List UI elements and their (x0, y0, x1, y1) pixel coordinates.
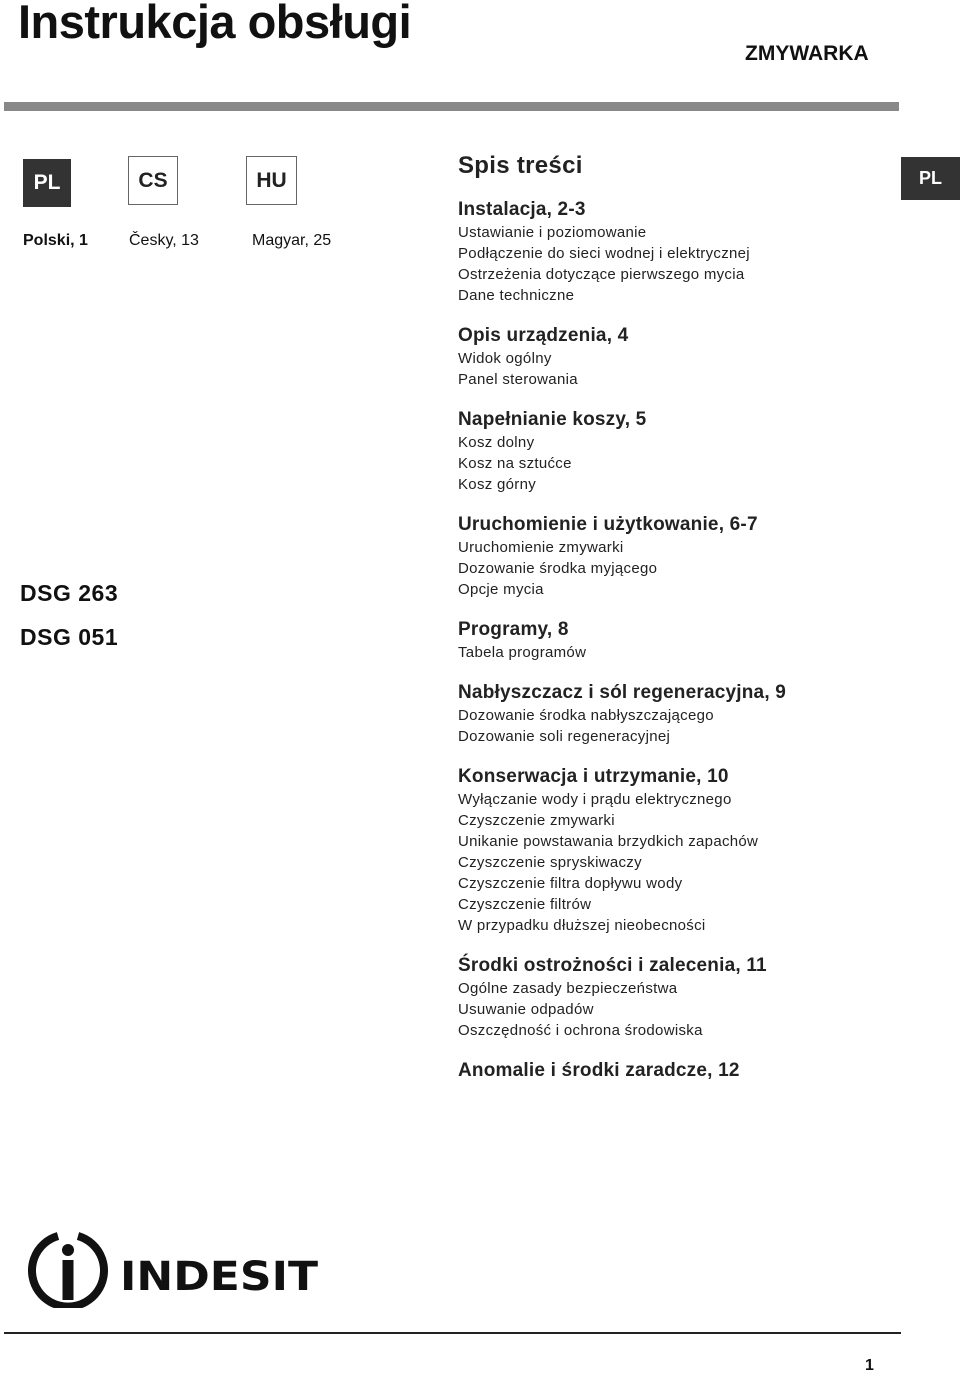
toc-title: Spis treści (458, 152, 583, 179)
toc-heading[interactable]: Opis urządzenia, 4 (458, 325, 629, 346)
toc-item[interactable]: Kosz dolny (458, 434, 535, 451)
toc-item[interactable]: Dozowanie środka nabłyszczającego (458, 707, 714, 724)
toc-item[interactable]: Dozowanie soli regeneracyjnej (458, 728, 671, 745)
toc-section (458, 198, 898, 306)
footer-divider (4, 1332, 901, 1334)
toc-section (458, 1059, 898, 1083)
toc-item[interactable]: Dane techniczne (458, 287, 575, 304)
toc-section (458, 324, 898, 390)
toc-heading[interactable]: Konserwacja i utrzymanie, 10 (458, 766, 729, 787)
header-divider (4, 102, 899, 111)
toc-heading[interactable]: Nabłyszczacz i sól regeneracyjna, 9 (458, 682, 787, 703)
toc-item[interactable]: Kosz na sztućce (458, 455, 572, 472)
model-number: DSG 263 (20, 580, 119, 606)
toc-item[interactable]: Podłączenie do sieci wodnej i elektrycznej (458, 245, 750, 262)
toc-item[interactable]: Kosz górny (458, 476, 537, 493)
table-of-contents (458, 152, 898, 1101)
toc-item[interactable]: Czyszczenie zmywarki (458, 812, 615, 829)
product-type: ZMYWARKA (745, 42, 869, 65)
toc-item[interactable]: Panel sterowania (458, 371, 578, 388)
toc-section (458, 618, 898, 663)
toc-item[interactable]: Widok ogólny (458, 350, 552, 367)
lang-code: PL (33, 171, 61, 194)
toc-item[interactable]: Czyszczenie spryskiwaczy (458, 854, 642, 871)
toc-heading[interactable]: Uruchomienie i użytkowanie, 6-7 (458, 514, 758, 535)
toc-item[interactable]: Tabela programów (458, 644, 587, 661)
toc-item[interactable]: W przypadku dłuższej nieobecności (458, 917, 706, 934)
lang-label-pl[interactable]: Polski, 1 (23, 232, 88, 249)
indesit-i-circle-icon (32, 1236, 104, 1307)
toc-item[interactable]: Ogólne zasady bezpieczeństwa (458, 980, 678, 997)
toc-item[interactable]: Usuwanie odpadów (458, 1001, 594, 1018)
lang-box-hu[interactable] (246, 156, 297, 205)
toc-item[interactable]: Opcje mycia (458, 581, 544, 598)
lang-label-cs[interactable]: Česky, 13 (129, 232, 199, 249)
toc-item[interactable]: Unikanie powstawania brzydkich zapachów (458, 833, 759, 850)
model-number: DSG 051 (20, 624, 119, 650)
lang-box-pl[interactable] (23, 159, 71, 207)
toc-section (458, 765, 898, 936)
toc-heading[interactable]: Napełnianie koszy, 5 (458, 409, 647, 430)
toc-section (458, 408, 898, 495)
toc-sections (458, 198, 898, 1083)
lang-code: CS (138, 168, 168, 192)
page-number: 1 (865, 1357, 874, 1374)
lang-code: HU (256, 168, 287, 192)
toc-heading[interactable]: Anomalie i środki zaradcze, 12 (458, 1060, 740, 1081)
toc-item[interactable]: Ustawianie i poziomowanie (458, 224, 647, 241)
toc-item[interactable]: Oszczędność i ochrona środowiska (458, 1022, 703, 1039)
indesit-logo (28, 1228, 328, 1308)
toc-item[interactable]: Uruchomienie zmywarki (458, 539, 624, 556)
toc-heading[interactable]: Instalacja, 2-3 (458, 199, 586, 220)
toc-item[interactable]: Czyszczenie filtra dopływu wody (458, 875, 683, 892)
lang-box-cs[interactable] (128, 156, 178, 205)
language-side-tab: PL (901, 157, 960, 200)
toc-item[interactable]: Dozowanie środka myjącego (458, 560, 658, 577)
toc-section (458, 954, 898, 1041)
toc-section (458, 513, 898, 600)
toc-heading[interactable]: Środki ostrożności i zalecenia, 11 (458, 955, 767, 976)
toc-item[interactable]: Czyszczenie filtrów (458, 896, 592, 913)
toc-item[interactable]: Wyłączanie wody i prądu elektrycznego (458, 791, 732, 808)
lang-label-hu[interactable]: Magyar, 25 (252, 232, 332, 249)
document-title: Instrukcja obsługi (18, 0, 412, 48)
toc-section (458, 681, 898, 747)
logo-wordmark: INDESIT (120, 1254, 319, 1300)
toc-item[interactable]: Ostrzeżenia dotyczące pierwszego mycia (458, 266, 745, 283)
toc-heading[interactable]: Programy, 8 (458, 619, 569, 640)
